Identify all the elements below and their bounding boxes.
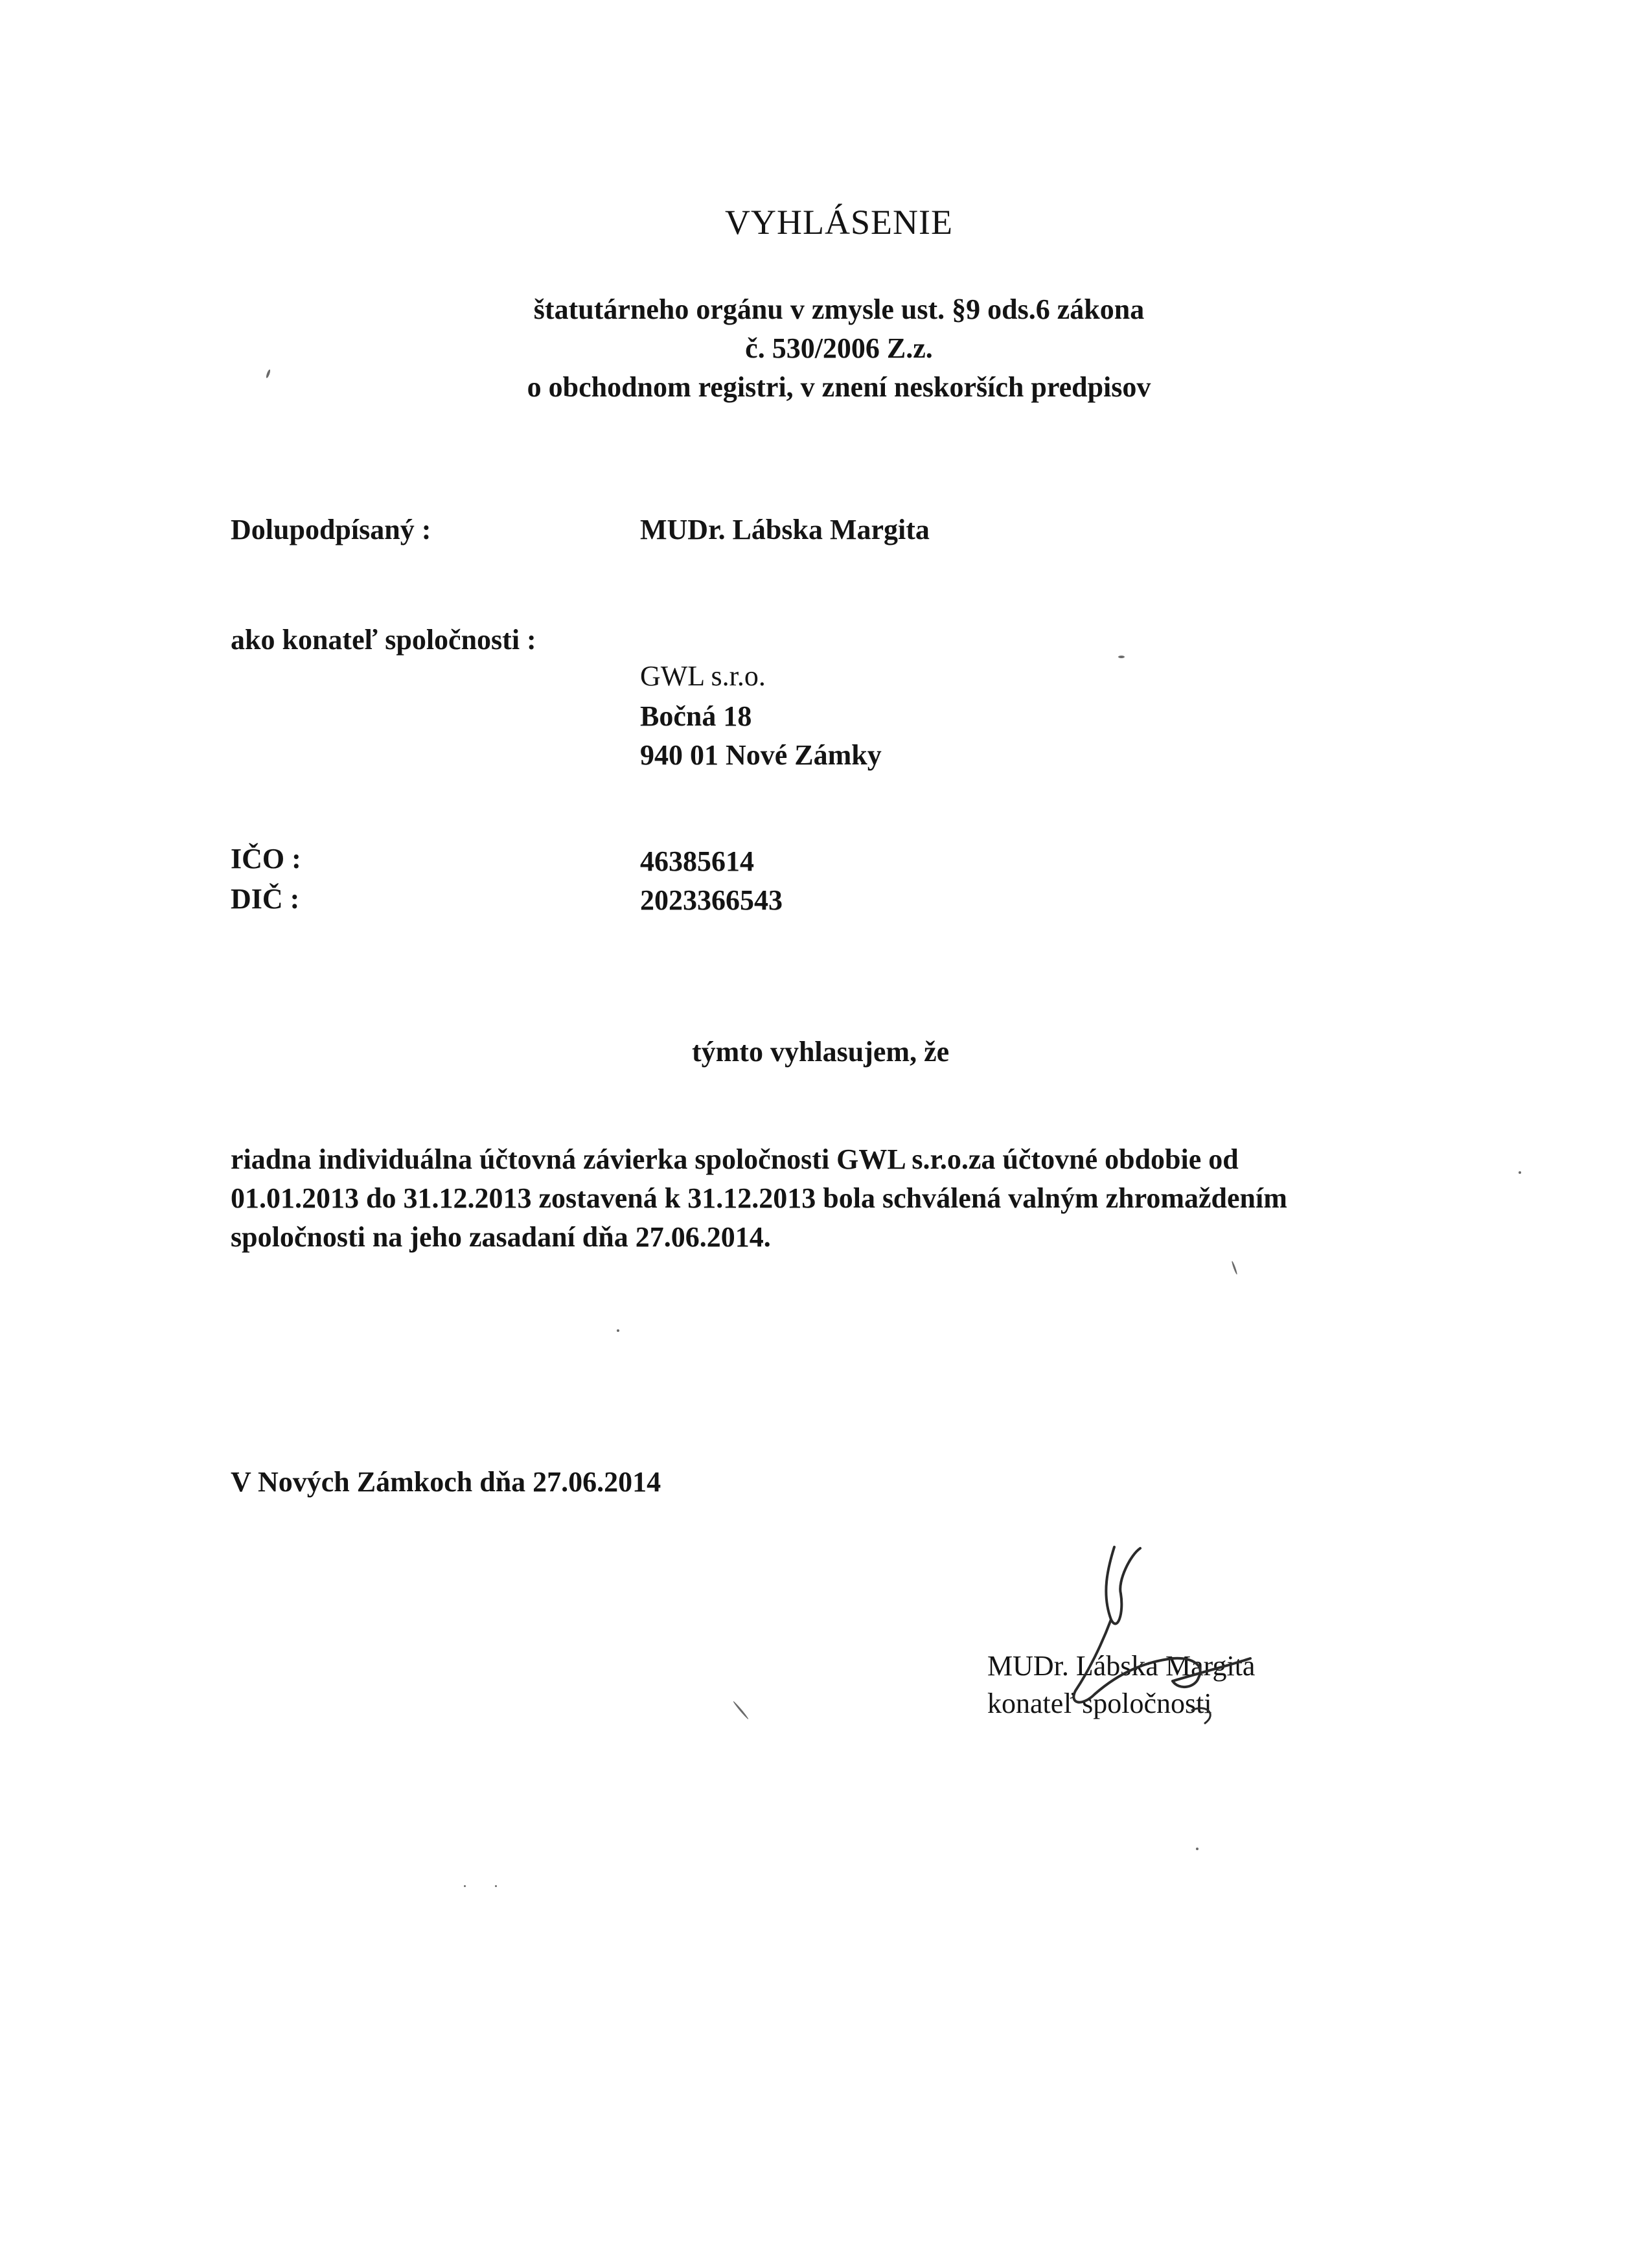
handwritten-signature: [1011, 1542, 1335, 1736]
scan-mark: [464, 1885, 466, 1887]
company-label: ako konateľ spoločnosti :: [231, 624, 536, 656]
scan-mark: [1196, 1848, 1199, 1850]
scan-mark: [1118, 656, 1125, 658]
declaration-line-3: spoločnosti na jeho zasadaní dňa 27.06.2014.: [231, 1221, 771, 1253]
declaration-line-1: riadna individuálna účtovná závierka spoločnosti GWL s.r.o.za účtovné obdobie od: [231, 1143, 1239, 1175]
dic-value: 2023366543: [640, 884, 783, 916]
document-title: VYHLÁSENIE: [725, 203, 953, 242]
scan-mark: [1519, 1171, 1521, 1174]
signature-name: MUDr. Lábska Margita: [987, 1650, 1256, 1682]
company-city: 940 01 Nové Zámky: [640, 739, 882, 771]
ico-value: 46385614: [640, 845, 754, 877]
company-name: GWL s.r.o.: [640, 660, 766, 692]
scan-mark: [1231, 1261, 1237, 1275]
scan-mark: [733, 1701, 749, 1720]
subtitle-line-3: o obchodnom registri, v znení neskorších predpisov: [527, 371, 1151, 403]
scan-mark: [495, 1885, 497, 1887]
scan-mark: [617, 1329, 619, 1332]
declaration-paragraph: [231, 1140, 1513, 1257]
place-date: V Nových Zámkoch dňa 27.06.2014: [231, 1466, 661, 1498]
subtitle-line-1: štatutárneho orgánu v zmysle ust. §9 ods.6 zákona: [533, 293, 1145, 325]
declaration-line-2: 01.01.2013 do 31.12.2013 zostavená k 31.12.2013 bola schválená valným zhromaždením: [231, 1182, 1287, 1214]
dic-label: DIČ :: [231, 883, 300, 915]
signatory-label: Dolupodpísaný :: [231, 514, 431, 545]
company-street: Bočná 18: [640, 700, 752, 732]
subtitle-line-2: č. 530/2006 Z.z.: [745, 332, 933, 364]
ico-label: IČO :: [231, 843, 301, 875]
signature-role: konateľ spoločnosti: [987, 1688, 1212, 1719]
signatory-name: MUDr. Lábska Margita: [640, 514, 930, 545]
declaration-intro: týmto vyhlasujem, že: [692, 1036, 950, 1068]
